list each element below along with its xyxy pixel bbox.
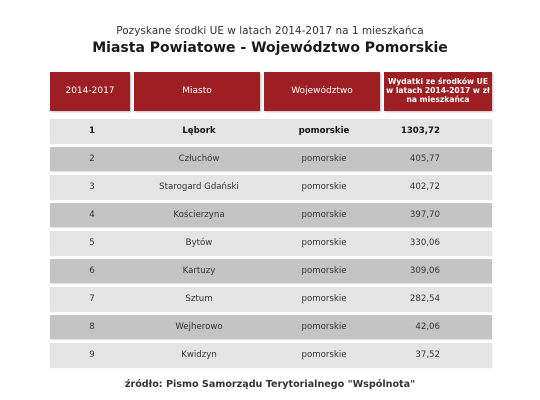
source-caption: źródło: Pismo Samorządu Terytorialnego "Wspólnota"	[124, 379, 416, 390]
value-cell: 37,52	[415, 350, 440, 360]
rank-cell: 7	[89, 294, 95, 304]
table-row	[50, 119, 492, 143]
header-period: 2014-2017	[50, 72, 130, 111]
city-cell: Kwidzyn	[181, 350, 217, 360]
voivodeship-cell: pomorskie	[301, 238, 347, 248]
table-row	[50, 259, 492, 283]
value-cell: 1303,72	[400, 126, 440, 136]
city-cell: Kartuzy	[182, 266, 216, 276]
voivodeship-cell: pomorskie	[301, 322, 347, 332]
city-cell: Sztum	[185, 294, 213, 304]
value-cell: 282,54	[409, 294, 440, 304]
city-cell: Wejherowo	[175, 322, 223, 332]
voivodeship-cell: pomorskie	[301, 350, 347, 360]
voivodeship-cell: pomorskie	[301, 210, 347, 220]
city-cell: Kościerzyna	[173, 210, 225, 220]
table-row	[50, 315, 492, 339]
voivodeship-cell: pomorskie	[301, 294, 347, 304]
voivodeship-cell: pomorskie	[301, 182, 347, 192]
table-row	[50, 175, 492, 199]
supertitle: Pozyskane środki UE w latach 2014-2017 na 1 mieszkańca	[116, 25, 424, 37]
header-voivodeship: Województwo	[264, 72, 380, 111]
value-cell: 397,70	[409, 210, 440, 220]
rank-cell: 3	[89, 182, 95, 192]
table-row	[50, 203, 492, 227]
table-body	[50, 119, 492, 367]
rank-cell: 1	[89, 126, 95, 136]
rank-cell: 8	[89, 322, 95, 332]
value-cell: 402,72	[409, 182, 440, 192]
table-row	[50, 343, 492, 367]
value-cell: 330,06	[409, 238, 440, 248]
value-cell: 309,06	[409, 266, 440, 276]
ranking-table	[50, 72, 492, 371]
rank-cell: 5	[89, 238, 95, 248]
city-cell: Bytów	[185, 238, 213, 248]
value-cell: 42,06	[415, 322, 440, 332]
rank-cell: 4	[89, 210, 95, 220]
city-cell: Lębork	[182, 126, 216, 136]
header-expenditure: Wydatki ze środków UE w latach 2014-2017 w zł na mieszkańca	[384, 72, 492, 111]
city-cell: Starogard Gdański	[159, 182, 239, 192]
table-row	[50, 147, 492, 171]
table-header	[50, 72, 492, 111]
header-city: Miasto	[134, 72, 260, 111]
value-cell: 405,77	[409, 154, 440, 164]
voivodeship-cell: pomorskie	[301, 154, 347, 164]
rank-cell: 6	[89, 266, 95, 276]
city-cell: Człuchów	[178, 154, 220, 164]
table-row	[50, 231, 492, 255]
rank-cell: 2	[89, 154, 95, 164]
voivodeship-cell: pomorskie	[298, 126, 350, 136]
voivodeship-cell: pomorskie	[301, 266, 347, 276]
table-row	[50, 287, 492, 311]
page-title: Miasta Powiatowe - Województwo Pomorskie	[92, 40, 448, 56]
rank-cell: 9	[89, 350, 95, 360]
